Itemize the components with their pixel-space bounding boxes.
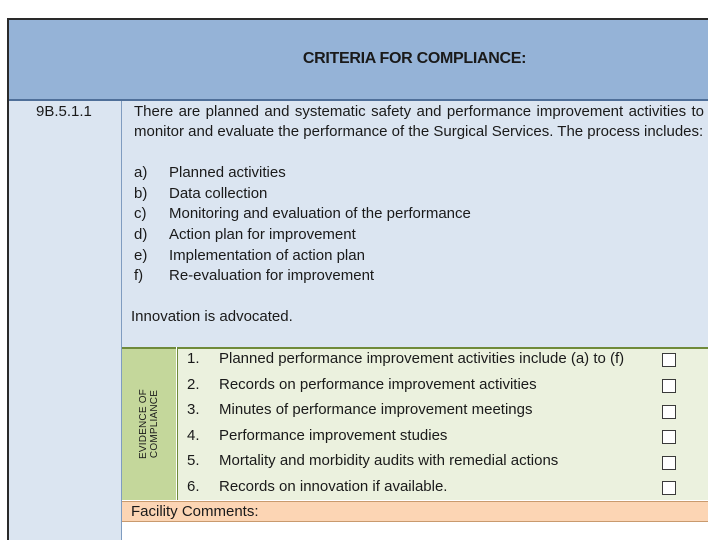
- facility-comments-label: Facility Comments:: [131, 503, 259, 520]
- criteria-header-title: CRITERIA FOR COMPLIANCE:: [302, 50, 527, 67]
- evidence-checkbox[interactable]: [662, 430, 676, 444]
- process-item: d) Action plan for improvement: [134, 226, 356, 244]
- evidence-checkbox[interactable]: [662, 353, 676, 367]
- process-item: a) Planned activities: [134, 164, 286, 181]
- evidence-row: 4. Performance improvement studies: [187, 427, 448, 444]
- standard-code-cell: [9, 101, 122, 540]
- evidence-row: 6. Records on innovation if available.: [187, 478, 448, 495]
- process-item: b) Data collection: [134, 184, 268, 202]
- evidence-row: 5. Mortality and morbidity audits with remedial actions: [187, 452, 559, 469]
- evidence-checkbox[interactable]: [662, 379, 676, 393]
- process-list: [134, 163, 471, 287]
- evidence-checkbox[interactable]: [662, 405, 676, 419]
- standard-code: 9B.5.1.1: [36, 103, 92, 120]
- criteria-intro: There are planned and systematic safety and performance improvement activities to monitor and evaluate the performance of the Surgical Services. The process includes:: [134, 103, 704, 140]
- innovation-note: Innovation is advocated.: [131, 308, 293, 325]
- evidence-checkbox[interactable]: [662, 456, 676, 470]
- header-code-cell: [9, 20, 122, 99]
- process-item: f) Re-evaluation for improvement: [134, 267, 375, 285]
- process-item: e) Implementation of action plan: [134, 246, 365, 264]
- evidence-of-compliance-label: EVIDENCE OF COMPLIANCE: [138, 388, 160, 459]
- process-item: c) Monitoring and evaluation of the performance: [134, 205, 471, 223]
- evidence-row: 2. Records on performance improvement activities: [187, 376, 537, 393]
- evidence-row: 1. Planned performance improvement activities include (a) to (f): [187, 350, 625, 367]
- evidence-row: 3. Minutes of performance improvement meetings: [187, 401, 533, 418]
- evidence-checkbox[interactable]: [662, 481, 676, 495]
